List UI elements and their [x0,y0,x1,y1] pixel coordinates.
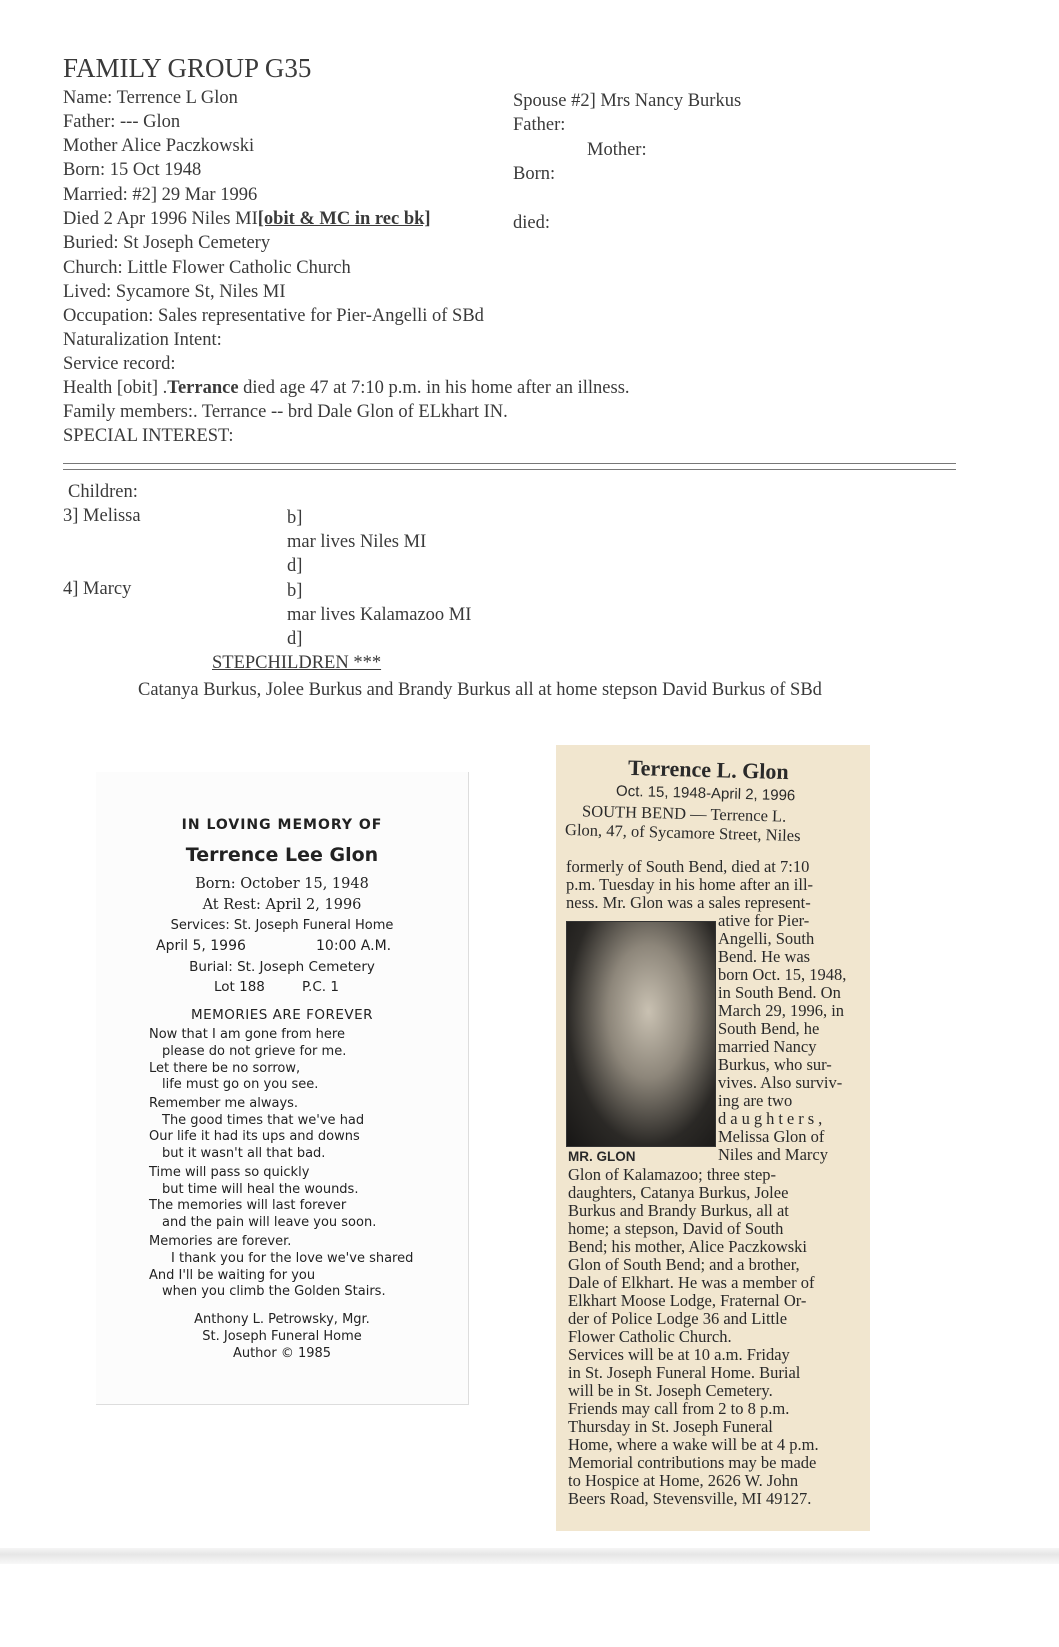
memorial-card [96,772,469,1405]
obituary-line: Dale of Elkhart. He was a member of [568,1273,815,1292]
father-field: Father: --- Glon [63,112,181,132]
obituary-line: home; a stepson, David of South [568,1219,784,1238]
obituary-line: der of Police Lodge 36 and Little [568,1309,788,1328]
died-text: Died 2 Apr 1996 Niles MI [63,209,258,229]
poem-line: but it wasn't all that bad. [162,1146,326,1161]
stepchildren-heading: STEPCHILDREN *** [212,653,382,673]
obituary-line: Memorial contributions may be made [568,1453,817,1472]
child-2-died: d] [287,629,303,649]
poem-line: And I'll be waiting for you [149,1268,316,1283]
obituary-line: vives. Also surviv- [718,1073,843,1092]
health-prefix: Health [obit] . [63,378,168,398]
poem-line: Let there be no sorrow, [149,1061,301,1076]
child-2-born: b] [287,581,303,601]
special-interest-field: SPECIAL INTEREST: [63,426,234,446]
service-record-field: Service record: [63,354,176,374]
born-field: Born: 15 Oct 1948 [63,160,202,180]
poem-line: Our life it had its ups and downs [149,1129,360,1144]
obituary-line: daughters, Catanya Burkus, Jolee [568,1183,789,1202]
card-service-date: April 5, 1996 [156,938,246,954]
obituary-line: Melissa Glon of [718,1127,825,1146]
card-born: Born: October 15, 1948 [195,876,369,892]
obituary-clipping [556,745,870,1531]
obituary-line: Home, where a wake will be at 4 p.m. [568,1435,819,1454]
stepchildren-list: Catanya Burkus, Jolee Burkus and Brandy Burkus all at home stepson David Burkus of SBd [138,680,822,700]
obituary-dates: Oct. 15, 1948-April 2, 1996 [615,782,796,805]
spouse-born-field: Born: [513,164,556,184]
poem-line: The memories will last forever [149,1198,347,1213]
obituary-line: Niles and Marcy [718,1145,828,1164]
obituary-line: Services will be at 10 a.m. Friday [568,1345,790,1364]
card-lot: Lot 188 [214,979,265,995]
died-field [63,209,431,230]
card-author-3: Author © 1985 [232,1346,332,1361]
child-1-married: mar lives Niles MI [287,532,427,552]
page-title: FAMILY GROUP G35 [63,53,312,83]
card-service-time: 10:00 A.M. [316,938,392,954]
obituary-line: in St. Joseph Funeral Home. Burial [568,1363,801,1382]
obit-record-link[interactable]: [obit & MC in rec bk] [257,209,431,229]
obituary-line: SOUTH BEND — Terrence L. [581,801,787,826]
health-name: Terrance [167,378,239,398]
obituary-line: South Bend, he [718,1019,820,1038]
buried-field: Buried: St Joseph Cemetery [63,233,271,253]
obituary-line: Burkus, who sur- [718,1055,832,1074]
poem-line: Memories are forever. [149,1234,292,1249]
obituary-line: ness. Mr. Glon was a sales represent- [566,893,811,912]
poem-line: Time will pass so quickly [149,1165,310,1180]
obituary-line: formerly of South Bend, died at 7:10 [566,857,810,876]
obituary-headline: Terrence L. Glon [627,754,790,785]
naturalization-field: Naturalization Intent: [63,330,222,350]
obituary-line: ing are two [718,1091,793,1110]
name-field: Name: Terrence L Glon [63,88,238,108]
obituary-line: in South Bend. On [718,983,841,1002]
child-1-born: b] [287,508,303,528]
children-heading: Children: [68,482,138,502]
obituary-line: ative for Pier- [718,911,810,930]
lived-field: Lived: Sycamore St, Niles MI [63,282,286,302]
obituary-line: Bend. He was [718,947,811,966]
photo-caption: MR. GLON [568,1149,636,1164]
poem-line: please do not grieve for me. [162,1044,347,1059]
poem-line: Remember me always. [149,1096,299,1111]
obituary-line: Glon of Kalamazoo; three step- [568,1165,777,1184]
card-pc: P.C. 1 [302,979,339,995]
scan-edge [0,1548,1059,1564]
obituary-line: Bend; his mother, Alice Paczkowski [568,1237,808,1256]
poem-line: The good times that we've had [162,1113,365,1128]
spouse-died-field: died: [513,213,550,233]
poem-line: Now that I am gone from here [149,1027,345,1042]
health-rest: died age 47 at 7:10 p.m. in his home after an illness. [238,378,630,398]
spouse-field: Spouse #2] Mrs Nancy Burkus [513,91,742,111]
obituary-line: Friends may call from 2 to 8 p.m. [568,1399,790,1418]
spouse-father-field: Father: [513,115,566,135]
child-2-name: 4] Marcy [63,579,132,599]
child-1-died: d] [287,556,303,576]
poem-line: I thank you for the love we've shared [171,1251,414,1266]
section-divider [63,463,956,470]
obituary-line: daughters, [718,1109,827,1128]
obituary-line: Angelli, South [718,929,815,948]
card-rest: At Rest: April 2, 1996 [202,897,362,913]
mother-field: Mother Alice Paczkowski [63,136,255,156]
spouse-mother-field: Mother: [587,140,647,160]
married-field: Married: #2] 29 Mar 1996 [63,185,258,205]
health-field [63,378,630,399]
obituary-line: to Hospice at Home, 2626 W. John [568,1471,799,1490]
obituary-line: p.m. Tuesday in his home after an ill- [566,875,814,894]
card-author-1: Anthony L. Petrowsky, Mgr. [194,1312,370,1327]
card-heading: IN LOVING MEMORY OF [181,817,383,833]
child-1-name: 3] Melissa [63,506,141,526]
obituary-line: born Oct. 15, 1948, [718,965,847,984]
obituary-photo [566,921,716,1147]
obituary-line: Flower Catholic Church. [568,1327,732,1346]
family-members-field: Family members:. Terrance -- brd Dale Glon of ELkhart IN. [63,402,508,422]
obituary-line: Elkhart Moose Lodge, Fraternal Or- [568,1291,807,1310]
child-2-married: mar lives Kalamazoo MI [287,605,472,625]
poem-line: but time will heal the wounds. [162,1182,359,1197]
occupation-field: Occupation: Sales representative for Pier-Angelli of SBd [63,306,484,326]
obituary-line: married Nancy [718,1037,817,1056]
poem-line: when you climb the Golden Stairs. [162,1284,386,1299]
card-name: Terrence Lee Glon [185,844,379,866]
obituary-line: Thursday in St. Joseph Funeral [568,1417,773,1436]
card-services: Services: St. Joseph Funeral Home [170,918,394,933]
poem-title: MEMORIES ARE FOREVER [190,1007,374,1023]
obituary-line: Burkus and Brandy Burkus, all at [568,1201,789,1220]
obituary-line: Glon, 47, of Sycamore Street, Niles [564,819,801,846]
poem-line: and the pain will leave you soon. [162,1215,377,1230]
card-author-2: St. Joseph Funeral Home [202,1329,362,1344]
poem-line: life must go on you see. [162,1077,319,1092]
church-field: Church: Little Flower Catholic Church [63,258,351,278]
obituary-line: Beers Road, Stevensville, MI 49127. [568,1489,812,1508]
obituary-line: March 29, 1996, in [718,1001,845,1020]
obituary-line: will be in St. Joseph Cemetery. [568,1381,773,1400]
obituary-line: Glon of South Bend; and a brother, [568,1255,800,1274]
card-burial: Burial: St. Joseph Cemetery [189,959,375,975]
